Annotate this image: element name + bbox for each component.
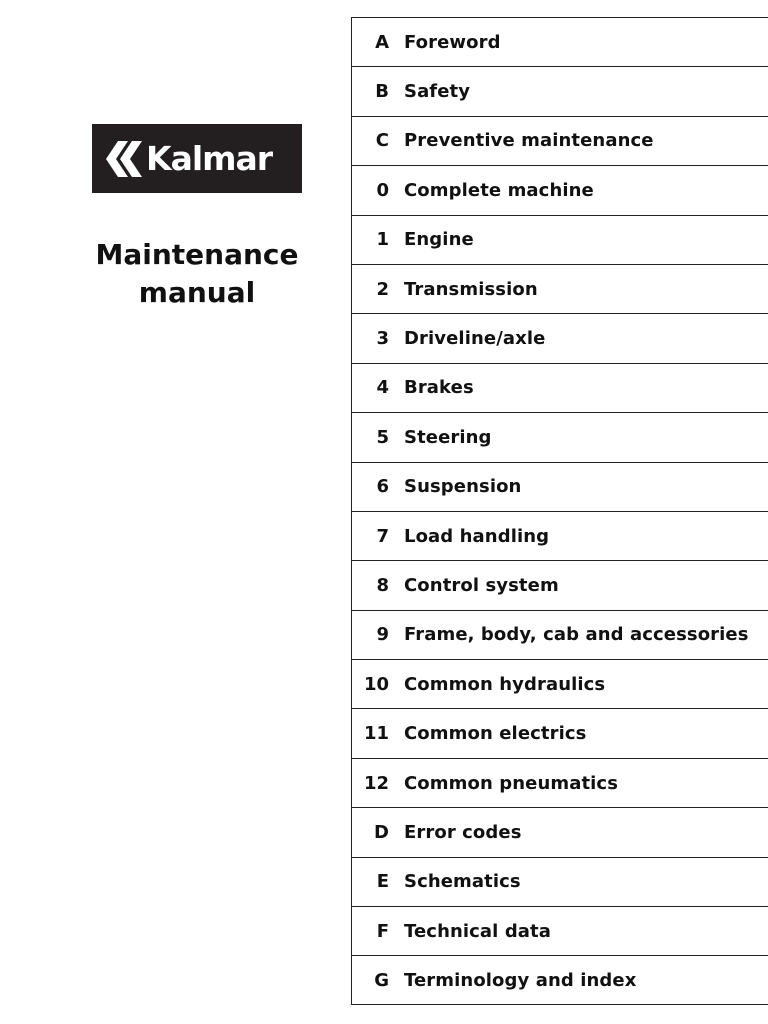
toc-code: 10 [363,673,389,695]
toc-row[interactable] [352,610,768,659]
document-title [72,236,322,312]
logo-wordmark: Kalmar [146,139,273,178]
toc-label: Schematics [404,871,521,893]
toc-label: Error codes [404,821,522,843]
toc-row[interactable] [352,412,768,461]
toc-row[interactable] [352,560,768,609]
toc-label: Steering [404,426,492,448]
toc-row[interactable] [352,313,768,362]
toc-row[interactable] [352,462,768,511]
toc-code: G [374,969,389,991]
toc-code: 8 [376,574,389,596]
toc-code: 3 [376,328,389,350]
toc-row[interactable] [352,807,768,856]
toc-code: 11 [363,723,389,745]
toc-label: Engine [404,229,474,251]
toc-label: Load handling [404,525,550,547]
toc-label: Common electrics [404,723,587,745]
toc-code: 6 [376,476,389,498]
toc-row[interactable] [352,215,768,264]
kalmar-chevron-icon [104,139,144,179]
toc-row[interactable] [352,17,768,66]
toc-label: Frame, body, cab and accessories [404,624,749,646]
toc-row[interactable] [352,857,768,906]
toc-label: Suspension [404,476,522,498]
toc-code: E [376,871,389,893]
toc-row[interactable] [352,116,768,165]
toc-label: Safety [404,81,471,103]
table-of-contents [351,17,768,1005]
toc-label: Foreword [404,31,501,53]
toc-row[interactable] [352,511,768,560]
toc-label: Common pneumatics [404,772,619,794]
toc-code: 4 [376,377,389,399]
toc-label: Control system [404,574,559,596]
toc-label: Technical data [404,920,551,942]
toc-label: Common hydraulics [404,673,606,695]
toc-code: 9 [376,624,389,646]
toc-row[interactable] [352,955,768,1004]
toc-code: 1 [376,229,389,251]
toc-row[interactable] [352,659,768,708]
toc-code: B [375,81,389,103]
toc-code: 12 [363,772,389,794]
toc-code: 5 [376,426,389,448]
toc-row[interactable] [352,66,768,115]
toc-code: 2 [376,278,389,300]
kalmar-logo [92,124,302,193]
toc-row[interactable] [352,363,768,412]
toc-label: Preventive maintenance [404,130,654,152]
toc-row[interactable] [352,264,768,313]
toc-code: F [376,920,389,942]
toc-code: C [375,130,389,152]
toc-label: Complete machine [404,179,594,201]
toc-code: 0 [376,179,389,201]
toc-label: Brakes [404,377,474,399]
title-line-1: Maintenance [95,238,299,271]
toc-label: Terminology and index [404,969,637,991]
toc-label: Driveline/axle [404,328,546,350]
toc-row[interactable] [352,708,768,757]
toc-code: D [374,821,389,843]
toc-row[interactable] [352,758,768,807]
toc-label: Transmission [404,278,538,300]
toc-row[interactable] [352,165,768,214]
toc-code: 7 [376,525,389,547]
title-line-2: manual [138,276,256,309]
toc-row[interactable] [352,906,768,955]
toc-code: A [375,31,389,53]
